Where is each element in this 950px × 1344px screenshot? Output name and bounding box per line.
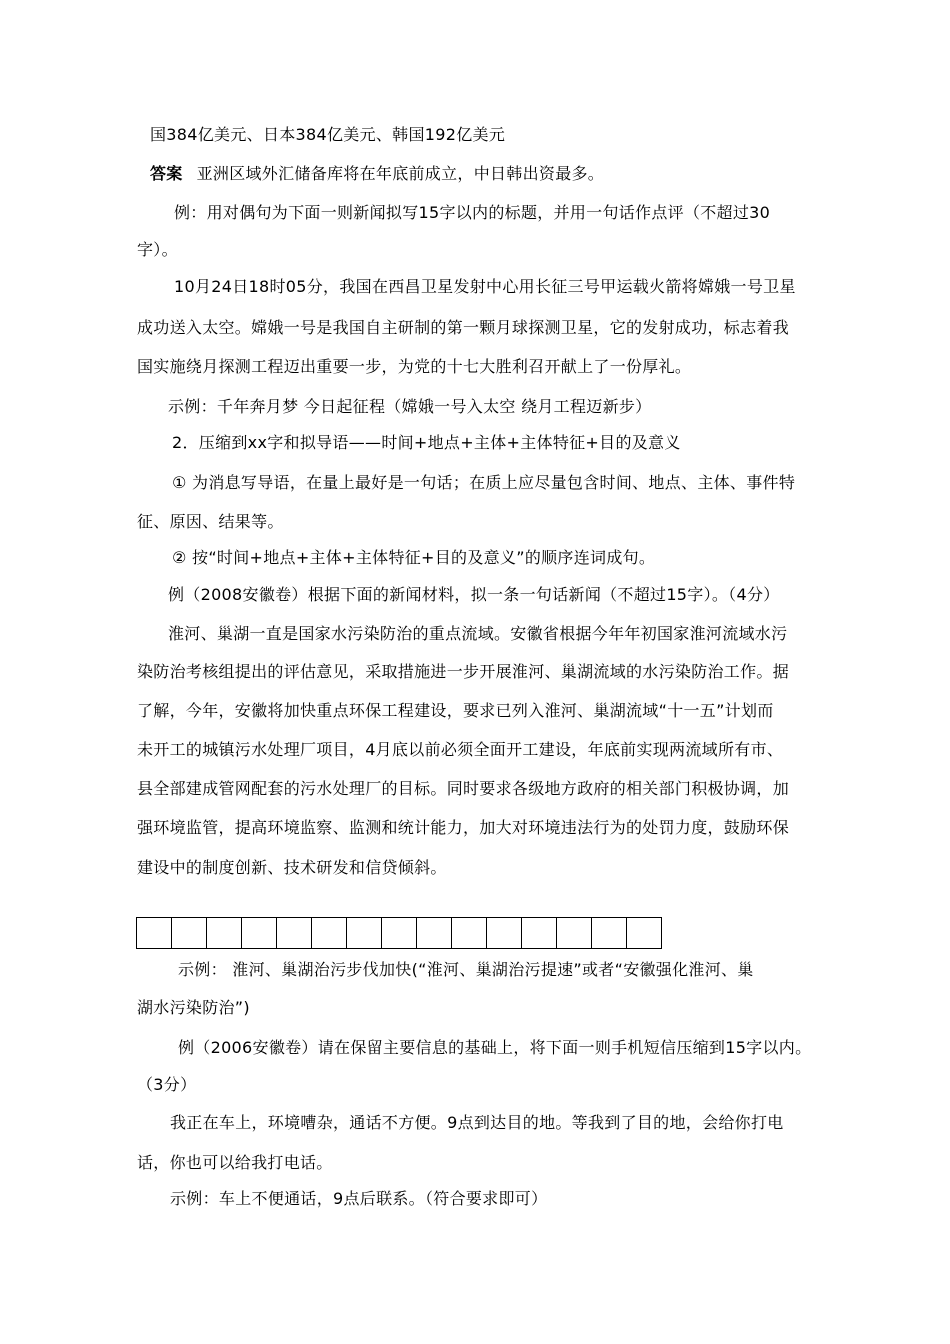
grid-cell: [487, 917, 522, 949]
grid-cell: [557, 917, 592, 949]
paragraph-line: 县全部建成管网配套的污水处理厂的目标。同时要求各级地方政府的相关部门积极协调，加: [137, 779, 790, 798]
answer-text: 亚洲区域外汇储备库将在年底前成立，中日韩出资最多。: [196, 164, 605, 183]
paragraph-line: （3分）: [137, 1075, 197, 1094]
grid-cell: [277, 917, 312, 949]
paragraph-line: 淮河、巢湖一直是国家水污染防治的重点流域。安徽省根据今年年初国家淮河流域水污: [168, 624, 788, 643]
paragraph-line: 国384亿美元、日本384亿美元、韩国192亿美元: [150, 125, 506, 144]
paragraph-line: 话，你也可以给我打电话。: [137, 1153, 333, 1172]
grid-cell: [522, 917, 557, 949]
paragraph-line: 10月24日18时05分，我国在西昌卫星发射中心用长征三号甲运载火箭将嫦娥一号卫星: [174, 277, 796, 296]
paragraph-line: 了解，今年，安徽将加快重点环保工程建设，要求已列入淮河、巢湖流域“十一五”计划而: [137, 701, 774, 720]
paragraph-line: 示例： 淮河、巢湖治污步伐加快(“淮河、巢湖治污提速”或者“安徽强化淮河、巢: [178, 960, 754, 979]
paragraph-line: 征、原因、结果等。: [137, 512, 284, 531]
grid-cell: [592, 917, 627, 949]
paragraph-line: 例：用对偶句为下面一则新闻拟写15字以内的标题，并用一句话作点评（不超过30: [174, 203, 771, 222]
answer-line: [150, 164, 604, 184]
paragraph-line: 字）。: [137, 240, 178, 259]
paragraph-line: 例（2008安徽卷）根据下面的新闻材料，拟一条一句话新闻（不超过15字）。（4分）: [168, 585, 780, 604]
grid-cell: [347, 917, 382, 949]
section-heading: 2．压缩到xx字和拟导语——时间+地点+主体+主体特征+目的及意义: [172, 433, 681, 452]
paragraph-line: 强环境监管，提高环境监察、监测和统计能力，加大对环境违法行为的处罚力度，鼓励环保: [137, 818, 790, 837]
paragraph-line: 染防治考核组提出的评估意见，采取措施进一步开展淮河、巢湖流域的水污染防治工作。据: [137, 662, 790, 681]
grid-cell: [452, 917, 487, 949]
answer-label: 答案: [150, 164, 183, 183]
paragraph-line: 湖水污染防治”): [137, 998, 250, 1017]
paragraph-line: 成功送入太空。嫦娥一号是我国自主研制的第一颗月球探测卫星，它的发射成功，标志着我: [137, 318, 790, 337]
paragraph-line: 示例：车上不便通话，9点后联系。（符合要求即可）: [170, 1189, 548, 1208]
grid-cell: [627, 917, 662, 949]
paragraph-line: 例（2006安徽卷）请在保留主要信息的基础上，将下面一则手机短信压缩到15字以内。: [178, 1038, 812, 1057]
paragraph-line: 我正在车上，环境嘈杂，通话不方便。9点到达目的地。等我到了目的地，会给你打电: [170, 1113, 784, 1132]
grid-cell: [207, 917, 242, 949]
paragraph-line: 示例：千年奔月梦 今日起征程（嫦娥一号入太空 绕月工程迈新步）: [168, 397, 652, 416]
grid-cell: [382, 917, 417, 949]
answer-grid: [136, 917, 662, 949]
grid-cell: [312, 917, 347, 949]
paragraph-line: 建设中的制度创新、技术研发和信贷倾斜。: [137, 858, 447, 877]
paragraph-line: ② 按“时间+地点+主体+主体特征+目的及意义”的顺序连词成句。: [172, 548, 656, 567]
grid-cell: [242, 917, 277, 949]
grid-cell: [172, 917, 207, 949]
paragraph-line: 未开工的城镇污水处理厂项目，4月底以前必须全面开工建设，年底前实现两流域所有市、: [137, 740, 784, 759]
grid-cell: [417, 917, 452, 949]
paragraph-line: ① 为消息写导语，在量上最好是一句话；在质上应尽量包含时间、地点、主体、事件特: [172, 473, 796, 492]
paragraph-line: 国实施绕月探测工程迈出重要一步，为党的十七大胜利召开献上了一份厚礼。: [137, 357, 692, 376]
grid-cell: [137, 917, 172, 949]
